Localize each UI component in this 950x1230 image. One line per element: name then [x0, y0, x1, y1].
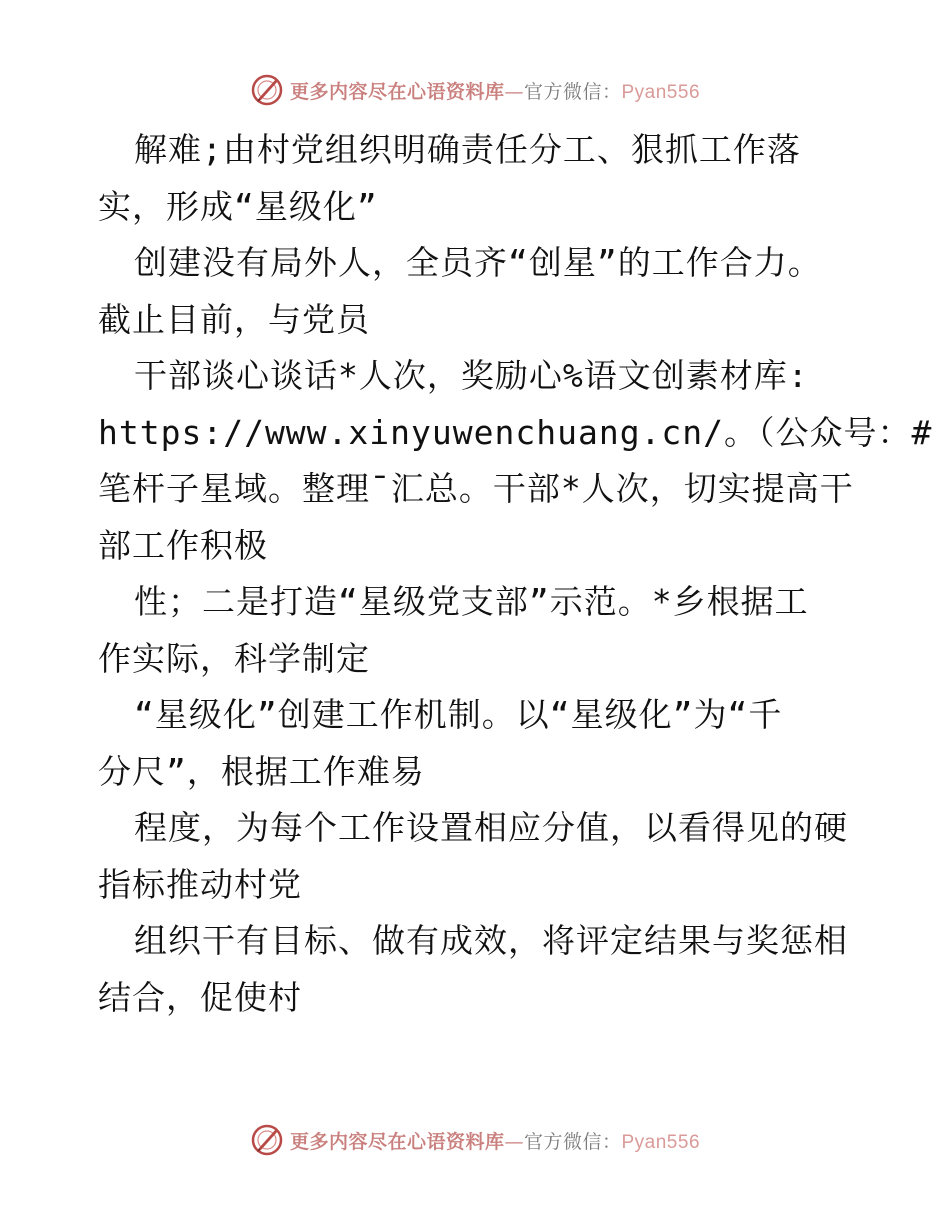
footer-banner	[0, 1120, 950, 1160]
body-line-url: https://www.xinyuwenchuang.cn/。（公众号：#	[98, 412, 933, 452]
body-line: “星级化”创建工作机制。以“星级化”为“千	[134, 695, 783, 734]
body-line: 程度，为每个工作设置相应分值，以看得见的硬	[134, 808, 848, 847]
body-line: 结合，促使村	[98, 977, 302, 1017]
banner-wechat-label: 官方微信：	[523, 80, 622, 103]
banner-site-text: 更多内容尽在心语资料库	[289, 1130, 505, 1153]
banner-wechat-handle: Pyan556	[621, 81, 701, 103]
body-line: 性；二是打造“星级党支部”示范。*乡根据工	[134, 582, 809, 621]
body-line: 解难;由村党组织明确责任分工、狠抓工作落	[134, 130, 801, 169]
body-line: 干部谈心谈话*人次，奖励心%语文创素材库:	[134, 356, 809, 395]
banner-text	[290, 77, 700, 104]
body-line: 部工作积极	[98, 525, 268, 565]
banner-content	[250, 1123, 700, 1157]
body-line: 分尺”，根据工作难易	[98, 751, 425, 791]
banner-dash: —	[504, 1130, 524, 1153]
body-line: 实，形成“星级化”	[98, 186, 378, 226]
banner-wechat-handle: Pyan556	[621, 1131, 701, 1153]
banner-dash: —	[504, 80, 524, 103]
body-line: 作实际，科学制定	[98, 638, 370, 678]
body-line: 组织干有目标、做有成效，将评定结果与奖惩相	[134, 921, 848, 960]
body-line: 创建没有局外人，全员齐“创星”的工作合力。	[134, 243, 822, 282]
pen-circle-logo-icon	[250, 1123, 284, 1157]
body-line: 截止目前，与党员	[98, 299, 370, 339]
document-body	[98, 122, 933, 1026]
banner-wechat-label: 官方微信：	[523, 1130, 622, 1153]
header-banner	[0, 70, 950, 110]
banner-content	[250, 73, 700, 107]
banner-site-text: 更多内容尽在心语资料库	[289, 80, 505, 103]
body-line: 指标推动村党	[98, 864, 302, 904]
body-line: 笔杆子星域。整理¯汇总。干部*人次，切实提高干	[98, 469, 854, 508]
pen-circle-logo-icon	[250, 73, 284, 107]
banner-text	[290, 1127, 700, 1154]
